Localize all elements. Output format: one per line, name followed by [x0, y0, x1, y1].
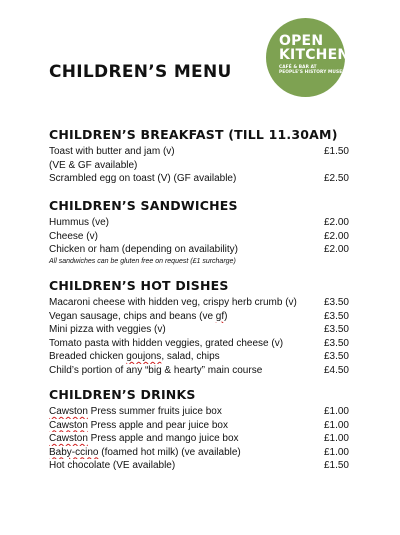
- item-price: £2.00: [323, 217, 349, 228]
- menu-item: [49, 364, 349, 378]
- item-price: £2.00: [323, 244, 349, 255]
- item-name-part: (foamed hot milk) (ve available): [98, 446, 241, 458]
- item-name-part: Vegan sausage, chips and beans (ve: [49, 310, 216, 322]
- menu-item: [49, 323, 349, 337]
- item-name: Tomato pasta with hidden veggies, grated cheese (v): [49, 337, 284, 349]
- gluten-free-note: All sandwiches can be gluten free on request (£1 surcharge): [49, 257, 236, 265]
- item-name: Child’s portion of any “big & hearty” main course: [49, 364, 263, 376]
- item-name: [49, 432, 239, 446]
- sandwiches-heading: CHILDREN’S SANDWICHES: [49, 198, 238, 213]
- item-name: Scrambled egg on toast (V) (GF available): [49, 173, 237, 184]
- menu-item: [49, 405, 349, 419]
- item-price: £1.00: [323, 433, 349, 444]
- item-name: Cheese (v): [49, 230, 98, 242]
- item-price: £3.50: [323, 337, 349, 349]
- item-price: £3.50: [323, 297, 349, 308]
- item-price: £1.50: [323, 146, 349, 157]
- item-name: Hummus (ve): [49, 217, 110, 228]
- menu-item: [49, 145, 349, 159]
- hot-dishes-section: [49, 278, 349, 377]
- breakfast-section: [49, 127, 349, 186]
- page-title: CHILDREN’S MENU: [49, 62, 232, 82]
- item-name: [49, 310, 227, 324]
- item-name: [49, 405, 222, 419]
- menu-item: [49, 310, 349, 324]
- item-name-part: Press apple and pear juice box: [87, 419, 228, 431]
- item-price: £1.00: [323, 406, 349, 417]
- menu-item: [49, 419, 349, 433]
- open-kitchen-logo: [266, 18, 351, 97]
- item-name: [49, 419, 228, 433]
- menu-item: [49, 337, 349, 351]
- menu-item: [49, 432, 349, 446]
- menu-item: [49, 350, 349, 364]
- item-name: Mini pizza with veggies (v): [49, 324, 166, 335]
- item-price: £2.50: [323, 173, 349, 184]
- item-note: (VE & GF available): [49, 159, 138, 171]
- item-name: Toast with butter and jam (v): [49, 146, 175, 157]
- spellcheck-marked-word: Cawston: [49, 406, 88, 417]
- menu-item: [49, 446, 349, 460]
- item-name: [49, 350, 220, 364]
- logo-tagline-museum: PEOPLE’S HISTORY MUSEUM: [279, 70, 351, 75]
- item-name-part: Breaded chicken: [49, 351, 127, 362]
- item-price: £3.50: [323, 351, 349, 362]
- sandwiches-section: [49, 198, 349, 267]
- item-name: Macaroni cheese with hidden veg, crispy herb crumb (v): [49, 297, 297, 308]
- item-name-part: Press apple and mango juice box: [87, 433, 239, 444]
- item-name: Chicken or ham (depending on availability): [49, 244, 238, 255]
- menu-item: [49, 230, 349, 244]
- item-name-part: , salad, chips: [161, 351, 220, 362]
- item-name-part: Press summer fruits juice box: [87, 406, 222, 417]
- spellcheck-marked-word: gf: [215, 310, 225, 322]
- menu-item: [49, 216, 349, 230]
- hot-dishes-heading: CHILDREN’S HOT DISHES: [49, 278, 229, 293]
- item-name-part: ): [224, 310, 228, 322]
- item-price: £2.00: [323, 230, 349, 242]
- item-price: £1.50: [323, 460, 349, 471]
- spellcheck-marked-word: goujons: [126, 351, 162, 362]
- menu-item: [49, 172, 349, 186]
- item-name: [49, 446, 241, 460]
- item-price: £3.50: [323, 324, 349, 335]
- drinks-section: [49, 387, 349, 473]
- menu-item: [49, 296, 349, 310]
- logo-text-kitchen: KITCHEN: [279, 47, 350, 63]
- item-price: £3.50: [323, 310, 349, 322]
- drinks-heading: CHILDREN’S DRINKS: [49, 387, 196, 402]
- item-price: £1.00: [323, 446, 349, 458]
- menu-item: [49, 243, 349, 257]
- logo-tagline-cafe: CAFÉ & BAR AT: [279, 65, 317, 70]
- logo-text-open: OPEN: [279, 33, 324, 49]
- breakfast-heading: CHILDREN’S BREAKFAST (TILL 11.30AM): [49, 127, 338, 142]
- spellcheck-marked-word: Cawston: [49, 433, 88, 444]
- item-price: £4.50: [323, 364, 349, 376]
- item-name: Hot chocolate (VE available): [49, 460, 176, 471]
- menu-item: [49, 459, 349, 473]
- spellcheck-marked-word: Baby-ccino: [49, 446, 99, 458]
- spellcheck-marked-word: Cawston: [49, 419, 88, 431]
- item-price: £1.00: [323, 419, 349, 431]
